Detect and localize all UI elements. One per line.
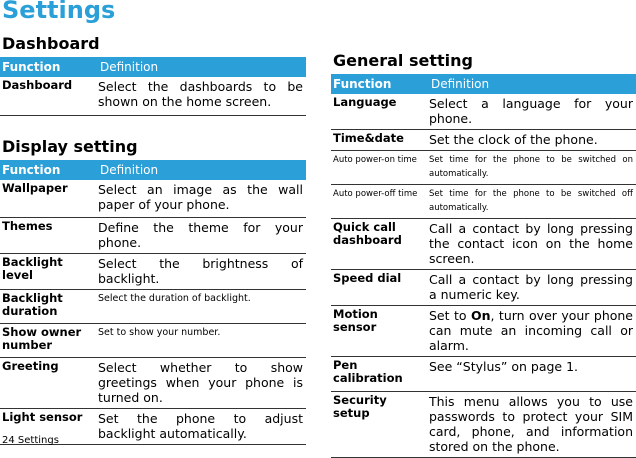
definition-cell: Select the duration of backlight. xyxy=(96,289,306,323)
page-title: Settings xyxy=(2,0,116,24)
column-header-definition: Definition xyxy=(96,57,306,77)
function-cell: Motion sensor xyxy=(331,306,427,357)
column-header-definition: Definition xyxy=(427,74,636,94)
dashboard-heading: Dashboard xyxy=(2,34,100,53)
definition-cell: See “Stylus” on page 1. xyxy=(427,357,636,392)
function-cell: Security setup xyxy=(331,392,427,458)
table-row xyxy=(331,151,636,185)
definition-cell: Select an image as the wall paper of your phone. xyxy=(96,180,306,217)
table-row xyxy=(0,77,306,115)
definition-cell: This menu allows you to use passwords to protect your SIM card, phone, and information stored on the phone. xyxy=(427,392,636,458)
definition-emphasis: On xyxy=(470,308,491,323)
definition-cell: Set the phone to adjust backlight automatically. xyxy=(96,408,306,444)
table-row xyxy=(0,217,306,253)
table-row xyxy=(331,219,636,270)
table-row xyxy=(331,306,636,357)
function-cell: Time&date xyxy=(331,130,427,151)
display-table xyxy=(0,160,306,445)
function-cell: Pen calibration xyxy=(331,357,427,392)
table-row xyxy=(0,180,306,217)
definition-cell: Set to show your number. xyxy=(96,323,306,357)
definition-text: Set to xyxy=(429,308,471,323)
definition-cell: Define the theme for your phone. xyxy=(96,217,306,253)
definition-cell xyxy=(427,306,636,357)
table-row xyxy=(0,253,306,289)
column-header-definition: Definition xyxy=(96,160,306,180)
display-heading: Display setting xyxy=(2,137,138,156)
function-cell: Quick call dashboard xyxy=(331,219,427,270)
definition-cell: Call a contact by long pressing a numeric key. xyxy=(427,270,636,306)
function-cell: Show owner number xyxy=(0,323,96,357)
definition-cell: Select the brightness of backlight. xyxy=(96,253,306,289)
definition-cell: Set time for the phone to be switched off automatically. xyxy=(427,185,636,219)
general-table xyxy=(331,74,636,458)
column-header-function: Function xyxy=(0,160,96,180)
function-cell: Wallpaper xyxy=(0,180,96,217)
function-cell: Themes xyxy=(0,217,96,253)
function-cell: Backlight level xyxy=(0,253,96,289)
definition-cell: Set the clock of the phone. xyxy=(427,130,636,151)
function-cell: Light sensor xyxy=(0,408,96,444)
table-row xyxy=(331,357,636,392)
function-cell: Greeting xyxy=(0,357,96,408)
column-header-function: Function xyxy=(331,74,427,94)
table-row xyxy=(331,392,636,458)
table-row xyxy=(0,323,306,357)
function-cell: Language xyxy=(331,94,427,130)
definition-cell: Call a contact by long pressing the contact icon on the home screen. xyxy=(427,219,636,270)
table-row xyxy=(331,130,636,151)
table-row xyxy=(0,289,306,323)
table-row xyxy=(0,357,306,408)
function-cell: Speed dial xyxy=(331,270,427,306)
function-cell: Auto power-off time xyxy=(331,185,427,219)
dashboard-table xyxy=(0,57,306,116)
definition-cell: Select the dashboards to be shown on the home screen. xyxy=(96,77,306,115)
function-cell: Dashboard xyxy=(0,77,96,115)
table-header-row xyxy=(331,74,636,94)
definition-cell: Select a language for your phone. xyxy=(427,94,636,130)
table-row xyxy=(331,94,636,130)
table-header-row xyxy=(0,160,306,180)
function-cell: Backlight duration xyxy=(0,289,96,323)
table-header-row xyxy=(0,57,306,77)
general-heading: General setting xyxy=(333,51,473,70)
definition-cell: Select whether to show greetings when your phone is turned on. xyxy=(96,357,306,408)
function-cell: Auto power-on time xyxy=(331,151,427,185)
definition-text: , turn over your phone can mute an incoming call or alarm. xyxy=(429,308,633,353)
column-header-function: Function xyxy=(0,57,96,77)
definition-cell: Set time for the phone to be switched on automatically. xyxy=(427,151,636,185)
table-row xyxy=(331,185,636,219)
table-row xyxy=(331,270,636,306)
page-footer: 24 Settings xyxy=(2,435,59,446)
